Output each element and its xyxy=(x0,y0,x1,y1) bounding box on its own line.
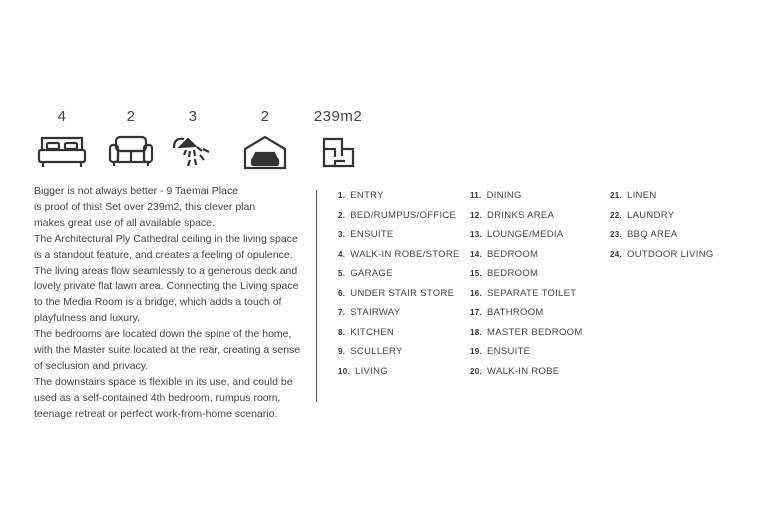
room-item: 5. GARAGE xyxy=(338,268,393,279)
room-item: 3. ENSUITE xyxy=(338,229,394,240)
feature-living-rooms xyxy=(103,108,159,168)
description-line: The downstairs space is flexible in its use, and could be xyxy=(34,375,293,388)
property-description xyxy=(34,184,309,423)
living-rooms-count: 2 xyxy=(126,108,136,125)
vertical-divider xyxy=(316,190,317,402)
room-item: 11. DINING xyxy=(470,190,522,201)
description-line: The living areas flow seamlessly to a generous deck and xyxy=(34,264,298,277)
bedrooms-count: 4 xyxy=(57,108,67,125)
description-line: with the Master suite located at the rear, creating a sense xyxy=(34,344,301,357)
description-line: is proof of this! Set over 239m2, this clever plan xyxy=(34,200,256,213)
room-item: 13. LOUNGE/MEDIA xyxy=(470,229,564,240)
room-item: 19. ENSUITE xyxy=(470,346,531,357)
floor-area-value: 239m2 xyxy=(313,108,363,125)
room-legend-column-2 xyxy=(470,190,583,385)
description-line: lovely private flat lawn area. Connecting the Living space xyxy=(34,280,299,293)
room-item: 8. KITCHEN xyxy=(338,326,395,338)
description-line: makes great use of all available space. xyxy=(34,216,215,229)
room-item: 21. LINEN xyxy=(610,190,657,201)
garage-count: 2 xyxy=(260,108,270,125)
feature-bathrooms xyxy=(165,108,221,170)
room-item: 1. ENTRY xyxy=(338,190,384,201)
description-line: to the Media Room is a bridge, which adds a touch of xyxy=(34,296,282,309)
sofa-icon xyxy=(108,134,154,168)
room-item: 20. WALK-IN ROBE xyxy=(470,365,560,377)
garage-icon xyxy=(242,134,288,170)
room-item: 7. STAIRWAY xyxy=(338,307,401,318)
room-item: 16. SEPARATE TOILET xyxy=(470,287,577,299)
room-item: 14. BEDROOM xyxy=(470,248,539,260)
description-line: used as a self-contained 4th bedroom, rumpus room, xyxy=(34,391,281,404)
room-legend-column-3 xyxy=(610,190,714,268)
room-item: 9. SCULLERY xyxy=(338,346,403,357)
feature-floor-area xyxy=(310,108,366,170)
room-item: 15. BEDROOM xyxy=(470,268,539,279)
room-item: 24. OUTDOOR LIVING xyxy=(610,248,714,260)
description-line: Bigger is not always better - 9 Taemai Place xyxy=(34,185,239,197)
room-item: 2. BED/RUMPUS/OFFICE xyxy=(338,209,457,221)
description-line: teenage retreat or perfect work-from-home scenario. xyxy=(34,407,278,420)
room-item: 22. LAUNDRY xyxy=(610,209,675,221)
bathrooms-count: 3 xyxy=(188,108,198,125)
description-line: is a standout feature, and creates a feeling of opulence. xyxy=(34,248,293,261)
room-item: 6. UNDER STAIR STORE xyxy=(338,287,455,299)
room-item: 23. BBQ AREA xyxy=(610,229,678,240)
room-legend-column-1 xyxy=(338,190,460,385)
room-item: 10. LIVING xyxy=(338,365,388,377)
room-item: 12. DRINKS AREA xyxy=(470,209,555,221)
description-line: The bedrooms are located down the spine of the home, xyxy=(34,328,292,341)
description-line: of seclusion and privacy. xyxy=(34,359,149,372)
description-line: playfulness and luxury. xyxy=(34,312,141,325)
room-item: 18. MASTER BEDROOM xyxy=(470,326,583,338)
room-item: 17. BATHROOM xyxy=(470,307,544,318)
bed-icon xyxy=(37,134,87,168)
shower-icon xyxy=(171,134,215,170)
feature-bedrooms xyxy=(34,108,90,168)
description-line: The Architectural Ply Cathedral ceiling in the living space xyxy=(34,232,298,245)
room-item: 4. WALK-IN ROBE/STORE xyxy=(338,248,460,260)
floorplan-icon xyxy=(318,134,358,170)
feature-garage xyxy=(237,108,293,170)
